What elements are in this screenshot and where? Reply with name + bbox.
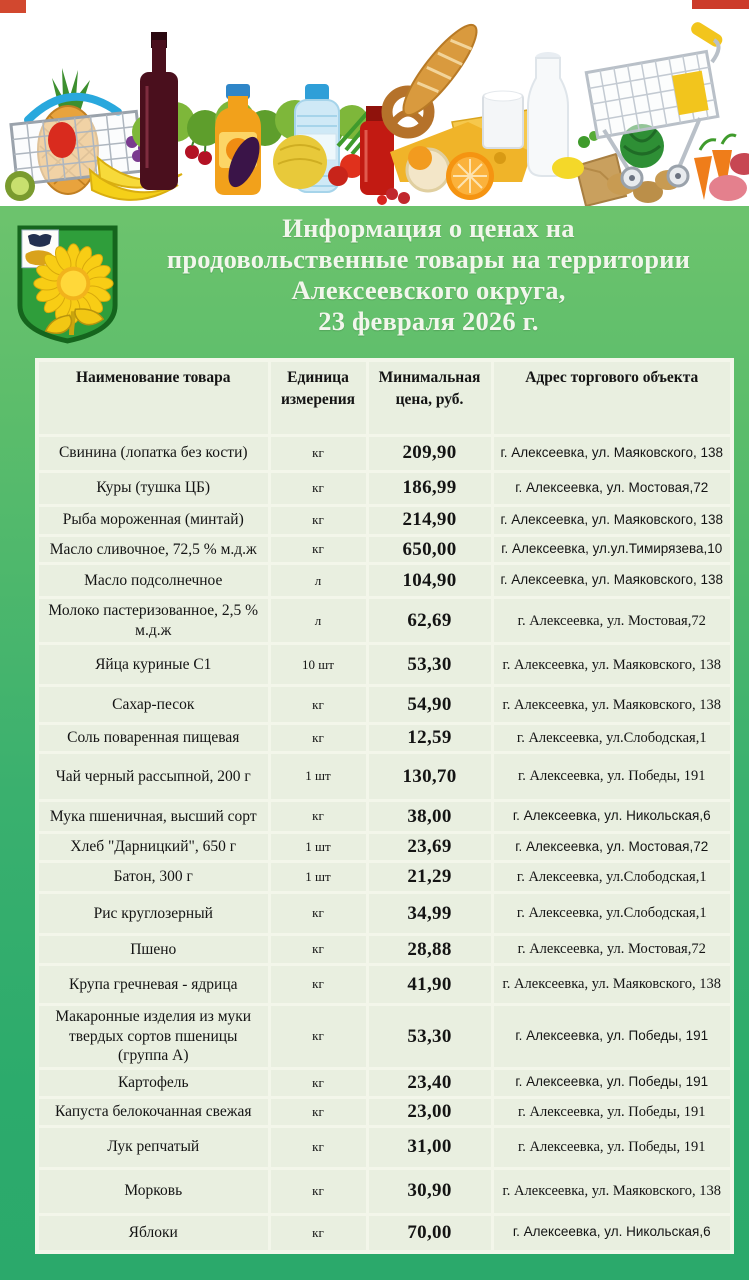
price-table — [35, 358, 734, 1254]
table-row — [37, 435, 732, 471]
address-cell: г. Алексеевка, ул. Маяковского, 138 — [492, 644, 732, 686]
price-cell: 650,00 — [367, 535, 492, 564]
photo-edge-right — [692, 0, 749, 9]
title-line-3: Алексеевского округа, — [291, 275, 566, 305]
product-name-cell: Лук репчатый — [37, 1126, 269, 1168]
unit-cell: кг — [269, 471, 367, 505]
address-cell: г. Алексеевка, ул. Никольская,6 — [492, 801, 732, 833]
unit-cell: кг — [269, 686, 367, 724]
address-cell: г. Алексеевка, ул. Маяковского, 138 — [492, 965, 732, 1005]
table-row — [37, 1005, 732, 1069]
unit-cell: 1 шт — [269, 833, 367, 862]
price-cell: 62,69 — [367, 598, 492, 644]
product-name-cell: Куры (тушка ЦБ) — [37, 471, 269, 505]
table-row — [37, 801, 732, 833]
table-row — [37, 862, 732, 893]
address-cell: г. Алексеевка, ул. Маяковского, 138 — [492, 564, 732, 598]
price-cell: 209,90 — [367, 435, 492, 471]
unit-cell: 1 шт — [269, 753, 367, 801]
title-line-2: продовольственные товары на территории — [166, 244, 691, 274]
price-cell: 23,69 — [367, 833, 492, 862]
price-cell: 34,99 — [367, 893, 492, 935]
table-row — [37, 1069, 732, 1098]
column-header-price: Минимальная цена, руб. — [367, 360, 492, 435]
unit-cell: кг — [269, 435, 367, 471]
address-cell: г. Алексеевка, ул. Победы, 191 — [492, 1069, 732, 1098]
price-cell: 53,30 — [367, 644, 492, 686]
address-cell: г. Алексеевка, ул. Маяковского, 138 — [492, 686, 732, 724]
table-row — [37, 1097, 732, 1126]
table-row — [37, 598, 732, 644]
price-cell: 21,29 — [367, 862, 492, 893]
table-row — [37, 505, 732, 535]
unit-cell: л — [269, 598, 367, 644]
address-cell: г. Алексеевка, ул. Мостовая,72 — [492, 935, 732, 965]
unit-cell: 1 шт — [269, 862, 367, 893]
price-cell: 104,90 — [367, 564, 492, 598]
table-row — [37, 1126, 732, 1168]
unit-cell: 10 шт — [269, 644, 367, 686]
product-name-cell: Яйца куриные С1 — [37, 644, 269, 686]
table-row — [37, 1214, 732, 1252]
unit-cell: кг — [269, 965, 367, 1005]
price-cell: 186,99 — [367, 471, 492, 505]
price-cell: 38,00 — [367, 801, 492, 833]
product-name-cell: Молоко пастеризованное, 2,5 % м.д.ж — [37, 598, 269, 644]
photo-edge-left — [0, 0, 26, 13]
address-cell: г. Алексеевка, ул. Мостовая,72 — [492, 471, 732, 505]
column-header-unit: Единица измерения — [269, 360, 367, 435]
price-table-container — [35, 358, 730, 1254]
price-cell: 130,70 — [367, 753, 492, 801]
unit-cell: л — [269, 564, 367, 598]
product-name-cell: Крупа гречневая - ядрица — [37, 965, 269, 1005]
unit-cell: кг — [269, 1069, 367, 1098]
price-cell: 23,00 — [367, 1097, 492, 1126]
price-cell: 41,90 — [367, 965, 492, 1005]
table-row — [37, 935, 732, 965]
table-header-row — [37, 360, 732, 435]
address-cell: г. Алексеевка, ул. Маяковского, 138 — [492, 1168, 732, 1214]
unit-cell: кг — [269, 724, 367, 753]
product-name-cell: Свинина (лопатка без кости) — [37, 435, 269, 471]
table-row — [37, 535, 732, 564]
unit-cell: кг — [269, 535, 367, 564]
unit-cell: кг — [269, 1126, 367, 1168]
unit-cell: кг — [269, 1214, 367, 1252]
price-cell: 53,30 — [367, 1005, 492, 1069]
unit-cell: кг — [269, 893, 367, 935]
title-line-1: Информация о ценах на — [282, 213, 575, 243]
address-cell: г. Алексеевка, ул.Слободская,1 — [492, 724, 732, 753]
product-name-cell: Масло сливочное, 72,5 % м.д.ж — [37, 535, 269, 564]
page-title — [112, 213, 745, 337]
product-name-cell: Морковь — [37, 1168, 269, 1214]
coat-of-arms-icon — [12, 222, 123, 345]
address-cell: г. Алексеевка, ул. Победы, 191 — [492, 1097, 732, 1126]
table-row — [37, 833, 732, 862]
table-row — [37, 564, 732, 598]
product-name-cell: Батон, 300 г — [37, 862, 269, 893]
address-cell: г. Алексеевка, ул. Мостовая,72 — [492, 598, 732, 644]
price-cell: 214,90 — [367, 505, 492, 535]
product-name-cell: Макаронные изделия из муки твердых сортов пшеницы (группа А) — [37, 1005, 269, 1069]
product-name-cell: Рис круглозерный — [37, 893, 269, 935]
address-cell: г. Алексеевка, ул.Слободская,1 — [492, 893, 732, 935]
product-name-cell: Картофель — [37, 1069, 269, 1098]
groceries-banner-illustration — [0, 0, 749, 206]
product-name-cell: Яблоки — [37, 1214, 269, 1252]
address-cell: г. Алексеевка, ул. Никольская,6 — [492, 1214, 732, 1252]
product-name-cell: Сахар-песок — [37, 686, 269, 724]
product-name-cell: Рыба мороженная (минтай) — [37, 505, 269, 535]
unit-cell: кг — [269, 1005, 367, 1069]
address-cell: г. Алексеевка, ул.Слободская,1 — [492, 862, 732, 893]
unit-cell: кг — [269, 505, 367, 535]
table-row — [37, 644, 732, 686]
column-header-product: Наименование товара — [37, 360, 269, 435]
table-row — [37, 686, 732, 724]
address-cell: г. Алексеевка, ул. Победы, 191 — [492, 1005, 732, 1069]
alekseevka-coat-of-arms — [12, 222, 123, 345]
table-row — [37, 724, 732, 753]
product-name-cell: Пшено — [37, 935, 269, 965]
price-cell: 12,59 — [367, 724, 492, 753]
price-cell: 70,00 — [367, 1214, 492, 1252]
title-line-4: 23 февраля 2026 г. — [318, 306, 539, 336]
table-row — [37, 965, 732, 1005]
price-cell: 31,00 — [367, 1126, 492, 1168]
product-name-cell: Соль поваренная пищевая — [37, 724, 269, 753]
column-header-address: Адрес торгового объекта — [492, 360, 732, 435]
price-cell: 30,90 — [367, 1168, 492, 1214]
milk-glass-icon — [483, 91, 523, 148]
address-cell: г. Алексеевка, ул. Мостовая,72 — [492, 833, 732, 862]
product-name-cell: Чай черный рассыпной, 200 г — [37, 753, 269, 801]
product-name-cell: Масло подсолнечное — [37, 564, 269, 598]
product-name-cell: Капуста белокочанная свежая — [37, 1097, 269, 1126]
price-cell: 54,90 — [367, 686, 492, 724]
product-name-cell: Хлеб "Дарницкий", 650 г — [37, 833, 269, 862]
address-cell: г. Алексеевка, ул. Маяковского, 138 — [492, 435, 732, 471]
unit-cell: кг — [269, 1097, 367, 1126]
table-row — [37, 471, 732, 505]
table-row — [37, 893, 732, 935]
product-name-cell: Мука пшеничная, высший сорт — [37, 801, 269, 833]
address-cell: г. Алексеевка, ул. Победы, 191 — [492, 1126, 732, 1168]
unit-cell: кг — [269, 1168, 367, 1214]
groceries-banner — [0, 0, 749, 206]
address-cell: г. Алексеевка, ул. Победы, 191 — [492, 753, 732, 801]
address-cell: г. Алексеевка, ул. Маяковского, 138 — [492, 505, 732, 535]
unit-cell: кг — [269, 801, 367, 833]
table-row — [37, 753, 732, 801]
price-cell: 28,88 — [367, 935, 492, 965]
address-cell: г. Алексеевка, ул.ул.Тимирязева,10 — [492, 535, 732, 564]
unit-cell: кг — [269, 935, 367, 965]
table-row — [37, 1168, 732, 1214]
price-cell: 23,40 — [367, 1069, 492, 1098]
